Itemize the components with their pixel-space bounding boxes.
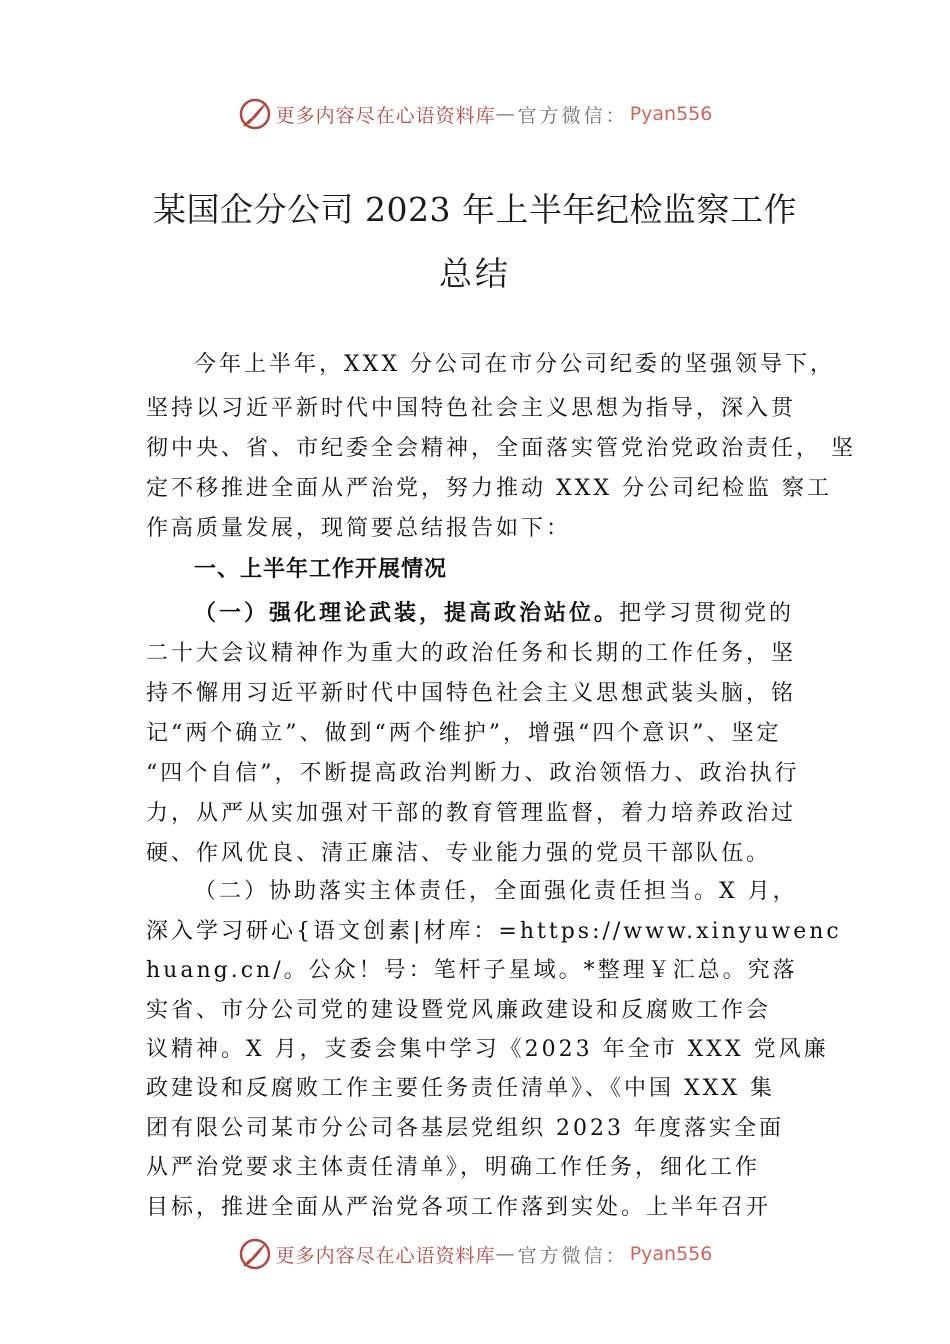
body-line: 目标，推进全面从严治党各项工作落到实处。上半年召开: [146, 1195, 772, 1220]
body-line: 作高质量发展，现简要总结报告如下：: [146, 516, 572, 541]
body-text: 把学习贯彻党的: [619, 601, 795, 626]
feather-pen-logo-icon: [238, 1237, 272, 1271]
banner-text: 更多内容尽在心语资料库: [275, 1244, 496, 1267]
subsection-heading: （一）强化理论武装，提高政治站位。: [194, 600, 620, 626]
body-line: 定不移推进全面从严治党，努力推动 XXX 分公司纪检监 察工: [146, 476, 832, 501]
body-line: 今年上半年，XXX 分公司在市分公司纪委的坚强领导下，: [194, 352, 835, 377]
body-line: 记“两个确立”、做到“两个维护”，增强“四个意识”、坚定: [146, 721, 782, 746]
feather-pen-logo-icon: [238, 97, 272, 131]
body-line: “四个自信”，不断提高政治判断力、政治领悟力、政治执行: [146, 761, 800, 786]
body-line: 二十大会议精神作为重大的政治任务和长期的工作任务，坚: [146, 641, 797, 666]
body-line: 团有限公司某市分公司各基层党组织 2023 年度落实全面: [146, 1116, 784, 1141]
body-line: 政建设和反腐败工作主要任务责任清单》、《中国 XXX 集: [146, 1076, 775, 1101]
body-line: 从严治党要求主体责任清单》，明确工作任务，细化工作: [146, 1155, 761, 1180]
body-line: 力，从严从实加强对干部的教育管理监督，着力培养政治过: [146, 801, 797, 826]
body-line: 坚持以习近平新时代中国特色社会主义思想为指导，深入贯: [146, 396, 797, 421]
body-line: 实省、市分公司党的建设暨党风廉政建设和反腐败工作会: [146, 998, 772, 1023]
footer-banner: [0, 1234, 950, 1274]
body-line: 深入学习研心{语文创素|材库：=https://www.xinyuwenc: [146, 919, 842, 944]
banner-wechat-id: Pyan556: [629, 1243, 713, 1265]
header-banner: [0, 94, 950, 134]
banner-wechat-label: 官方微信：: [517, 104, 628, 127]
body-line: 彻中央、省、市纪委全会精神，全面落实管党治党政治责任， 坚: [146, 436, 856, 461]
body-line: （二）协助落实主体责任，全面强化责任担当。X 月，: [194, 879, 798, 904]
banner-separator: —: [495, 1243, 518, 1265]
section-heading: 一、上半年工作开展情况: [194, 557, 448, 582]
document-title-line-2: 总结: [439, 254, 511, 293]
document-title-line-1: 某国企分公司 2023 年上半年纪检监察工作: [153, 190, 797, 229]
banner-wechat-id: Pyan556: [629, 103, 713, 125]
banner-separator: —: [495, 103, 518, 125]
body-line: 硬、作风优良、清正廉洁、专业能力强的党员干部队伍。: [146, 841, 772, 866]
banner-text: 更多内容尽在心语资料库: [275, 104, 496, 127]
body-line: 持不懈用习近平新时代中国特色社会主义思想武装头脑，铭: [146, 681, 797, 706]
banner-wechat-label: 官方微信：: [517, 1244, 628, 1267]
body-line: huang.cn/。公众！号：笔杆子星域。*整理￥汇总。究落: [146, 958, 798, 983]
body-line: 议精神。X 月，支委会集中学习《2023 年全市 XXX 党风廉: [146, 1037, 829, 1062]
body-line: [194, 596, 884, 627]
